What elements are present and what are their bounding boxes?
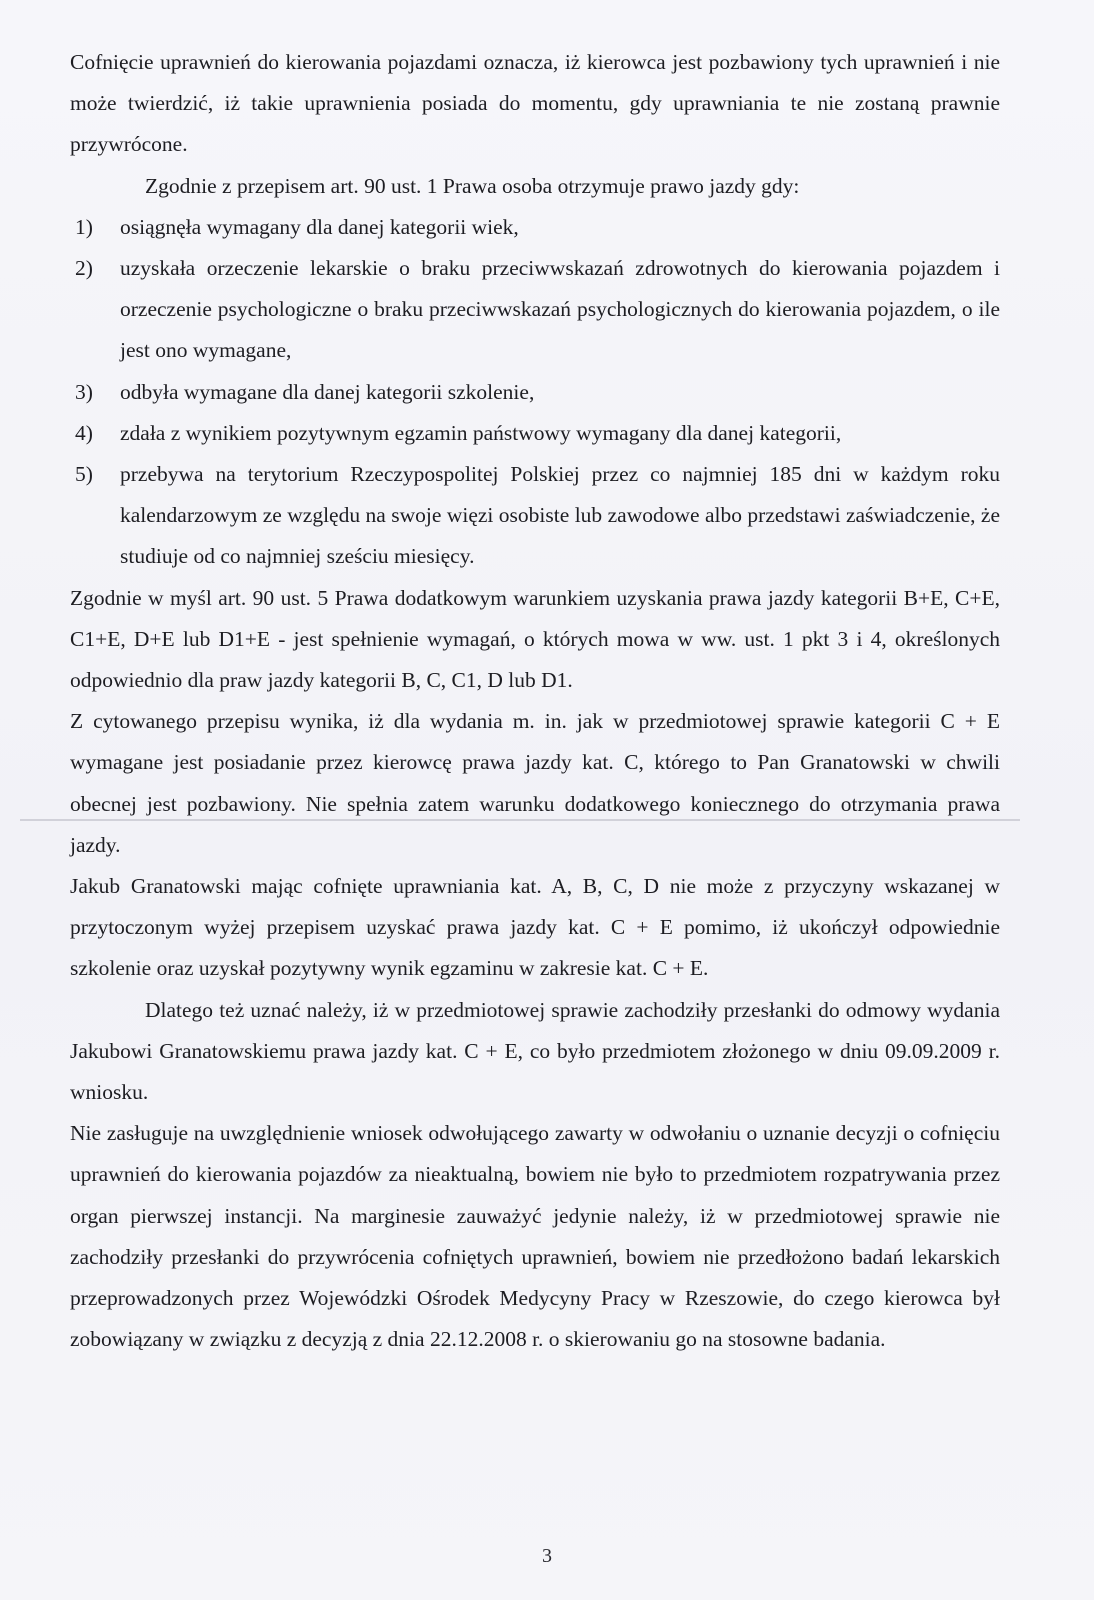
paragraph-cited-provision: Z cytowanego przepisu wynika, iż dla wydania m. in. jak w przedmiotowej sprawie kategorii C + E wymagane jest posiadanie przez kierowcę prawa jazdy kat. C, którego to Pan Granatowski w chwili obecnej jest pozbawiony. Nie spełnia zatem warunku dodatkowego koniecznego do otrzymania prawa jazdy. bbox=[70, 709, 1000, 857]
paragraph-conclusion: Dlatego też uznać należy, iż w przedmiotowej sprawie zachodziły przesłanki do odmowy wydania Jakubowi Granatowskiemu prawa jazdy kat. C + E, co było przedmiotem złożonego w dniu 09.09.2009 r. wniosku. bbox=[70, 997, 1000, 1105]
paragraph-art-90-ust-5: Zgodnie w myśl art. 90 ust. 5 Prawa dodatkowym warunkiem uzyskania prawa jazdy kategorii B+E, C+E, C1+E, D+E lub D1+E - jest spełnienie wymagań, o których mowa w ww. ust. 1 pkt 3 i 4, określonych odpowiednio dla praw jazdy kategorii B, C, C1, D lub D1. bbox=[70, 585, 1000, 693]
list-item bbox=[75, 454, 1000, 578]
list-item-text: przebywa na terytorium Rzeczypospolitej Polskiej przez co najmniej 185 dni w każdym roku kalendarzowym ze względu na swoje więzi osobiste lub zawodowe albo przedstawi zaświadczenie, że studiuje od co najmniej sześciu miesięcy. bbox=[120, 462, 1000, 569]
list-item-number: 5) bbox=[75, 462, 93, 487]
list-item-number: 3) bbox=[75, 379, 93, 404]
paragraph-art-90-ust-1: Zgodnie z przepisem art. 90 ust. 1 Prawa osoba otrzymuje prawo jazdy gdy: bbox=[145, 173, 800, 198]
list-item-text: odbyła wymagane dla danej kategorii szkolenie, bbox=[120, 379, 535, 404]
list-item bbox=[75, 372, 1000, 413]
paragraph-appeal-request: Nie zasługuje na uwzględnienie wniosek odwołującego zawarty w odwołaniu o uznanie decyzji o cofnięciu uprawnień do kierowania pojazdów za nieaktualną, bowiem nie było to przedmiotem rozpatrywania przez organ pierwszej instancji. Na marginesie zauważyć jedynie należy, iż w przedmiotowej sprawie nie zachodziły przesłanki do przywrócenia cofniętych uprawnień, bowiem nie przedłożono badań lekarskich przeprowadzonych przez Wojewódzki Ośrodek Medycyny Pracy w Rzeszowie, do czego kierowca był zobowiązany w związku z decyzją z dnia 22.12.2008 r. o skierowaniu go na stosowne badania. bbox=[70, 1121, 1000, 1352]
list-item-text: uzyskała orzeczenie lekarskie o braku przeciwwskazań zdrowotnych do kierowania pojazdem i orzeczenie psychologiczne o braku przeciwwskazań psychologicznych do kierowania pojazdem, o ile jest ono wymagane, bbox=[120, 256, 1000, 363]
list-item bbox=[75, 248, 1000, 372]
requirements-list bbox=[70, 207, 1000, 578]
paragraph-revocation: Cofnięcie uprawnień do kierowania pojazdami oznacza, iż kierowca jest pozbawiony tych uprawnień i nie może twierdzić, iż takie uprawnienia posiada do momentu, gdy uprawniania te nie zostaną prawnie przywrócone. bbox=[70, 50, 1000, 157]
page-number: 3 bbox=[542, 1545, 552, 1567]
list-item-number: 1) bbox=[75, 214, 93, 239]
list-item-number: 4) bbox=[75, 420, 93, 445]
list-item-text: osiągnęła wymagany dla danej kategorii wiek, bbox=[120, 214, 519, 239]
list-item-number: 2) bbox=[75, 256, 93, 281]
document-body bbox=[70, 42, 1000, 1361]
list-item bbox=[75, 207, 1000, 248]
list-item bbox=[75, 413, 1000, 454]
paragraph-granatowski: Jakub Granatowski mając cofnięte uprawniania kat. A, B, C, D nie może z przyczyny wskazanej w przytoczonym wyżej przepisem uzyskać prawa jazdy kat. C + E pomimo, iż ukończył odpowiednie szkolenie oraz uzyskał pozytywny wynik egzaminu w zakresie kat. C + E. bbox=[70, 874, 1000, 981]
list-item-text: zdała z wynikiem pozytywnym egzamin państwowy wymagany dla danej kategorii, bbox=[120, 420, 842, 445]
